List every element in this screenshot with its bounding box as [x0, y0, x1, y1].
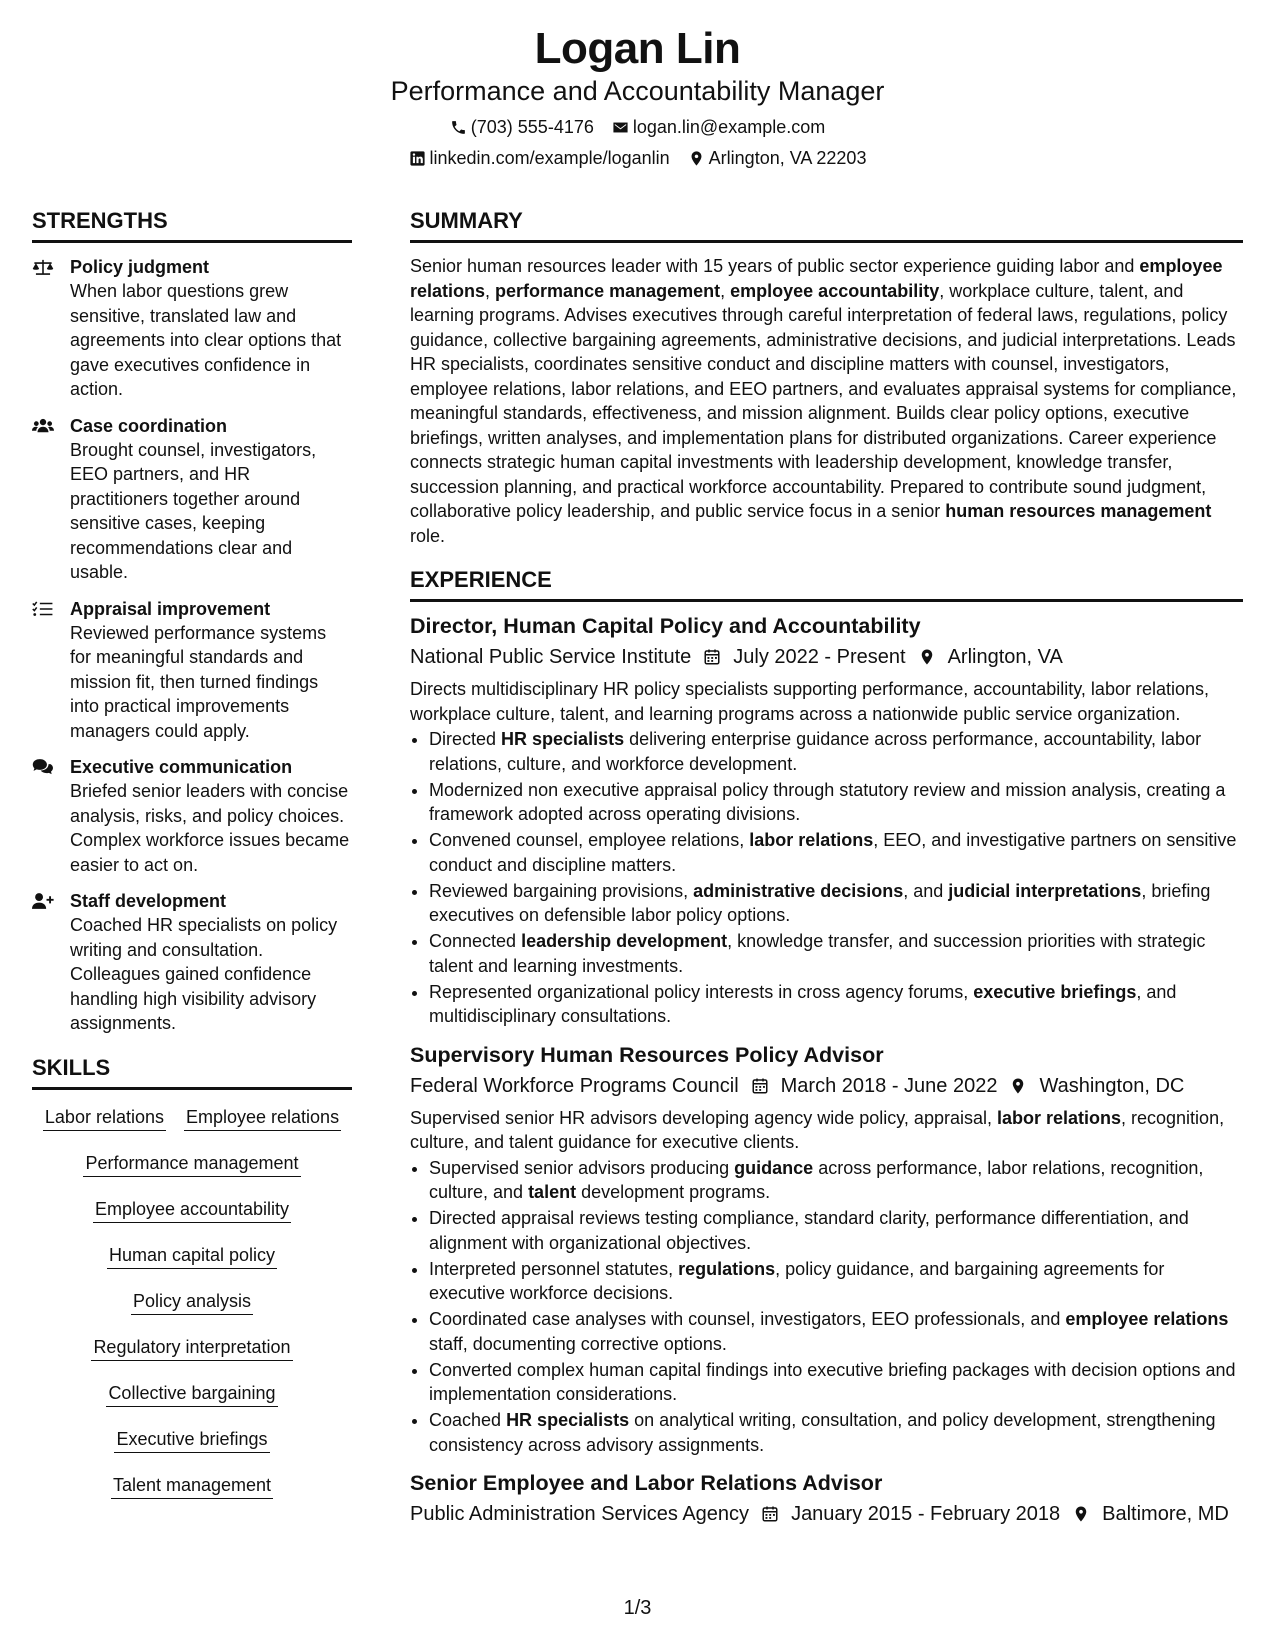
strength-desc: Reviewed performance systems for meaningful standards and mission fit, then turned findings into practical improvements managers could apply. — [70, 622, 327, 741]
text-segment: across performance, labor relations, recognition, culture, and — [429, 1157, 1204, 1202]
job-bullets — [410, 727, 1243, 1029]
strength-item — [32, 414, 352, 585]
skill-tag: Labor relations — [43, 1105, 166, 1131]
resume-header — [0, 22, 1275, 170]
contact-row-1 — [0, 115, 1275, 139]
text-segment: Represented organizational policy interests in cross agency forums, — [429, 981, 974, 1002]
text-segment: Senior human resources leader with 15 years of public sector experience guiding labor and — [410, 256, 1140, 276]
job-dates: July 2022 - Present — [733, 646, 906, 668]
jobs-list — [410, 612, 1243, 1528]
text-segment: Connected — [429, 931, 522, 951]
bold-keyword: labor relations — [996, 1107, 1122, 1128]
text-segment: Convened counsel, employee relations, — [429, 830, 750, 850]
text-segment: Converted complex human capital findings into executive briefing packages with decision options and implementation considerations. — [429, 1359, 1236, 1404]
candidate-name: Logan Lin — [534, 24, 741, 73]
text-segment: , workplace culture, talent, and learning programs. Advises executives through careful interpretation of federal laws, regulations, policy guidance, collective bargaining agreements, administrative decisions, and judicial interpretations. Leads HR specialists, coordinates sensitive conduct and discipline matters with counsel, investigators, employee relations, labor relations, and EEO partners, and evaluates appraisal systems for compliance, meaningful standards, effectiveness, and mission alignment. Builds clear policy options, executive briefings, written analyses, and implementation plans for distributed organizations. Career experience connects strategic human capital investments with leadership development, knowledge transfer, succession planning, and practical workforce accountability. Prepared to contribute sound judgment, collaborative policy leadership, and public service focus in a senior — [410, 280, 1237, 521]
bold-keyword: executive briefings — [973, 981, 1137, 1002]
map-pin-icon — [918, 648, 936, 666]
left-column — [32, 207, 352, 1516]
strength-item — [32, 889, 352, 1036]
text-segment: , knowledge transfer, and succession priorities with strategic talent and learning investments. — [429, 931, 1206, 976]
bold-keyword: guidance — [734, 1157, 814, 1178]
skill-tag: Policy analysis — [131, 1289, 253, 1315]
right-column — [410, 207, 1243, 1542]
strength-desc: Coached HR specialists on policy writing and consultation. Colleagues gained confidence handling high visibility advisory assignments. — [70, 915, 338, 1033]
job-meta — [410, 1500, 1243, 1528]
bold-keyword: HR specialists — [506, 1410, 630, 1430]
bold-keyword: HR specialists — [501, 729, 625, 749]
skill-tag: Human capital policy — [107, 1243, 277, 1269]
bold-keyword: administrative decisions — [693, 880, 904, 901]
list-check-icon — [32, 600, 54, 618]
phone-icon — [450, 119, 467, 136]
strength-item — [32, 755, 352, 877]
job-org: Public Administration Services Agency — [410, 1503, 750, 1525]
bullet-item — [429, 727, 1243, 776]
strength-title: Executive communication — [70, 757, 293, 777]
bullet-item — [429, 1358, 1243, 1407]
summary-heading: SUMMARY — [410, 207, 1243, 243]
text-segment: delivering enterprise guidance across performance, accountability, labor relations, culture, and workforce development. — [429, 729, 1202, 774]
email-contact — [612, 115, 825, 139]
location-text: Arlington, VA 22203 — [708, 148, 867, 168]
experience-section — [410, 566, 1243, 1528]
job-meta — [410, 1072, 1243, 1100]
text-segment: staff, documenting corrective options. — [429, 1333, 727, 1354]
text-segment: Directed appraisal reviews testing compliance, standard clarity, performance differentiation, and alignment with organizational objectives. — [429, 1208, 1189, 1253]
email-address: logan.lin@example.com — [632, 117, 826, 137]
skill-tag: Talent management — [111, 1473, 273, 1499]
text-segment: , recognition, culture, and talent guidance for executive clients. — [410, 1107, 1225, 1152]
text-segment: , policy guidance, and bargaining agreements for executive workforce decisions. — [429, 1258, 1165, 1303]
skill-tag: Employee accountability — [93, 1197, 291, 1223]
strength-title: Appraisal improvement — [70, 598, 271, 619]
job-entry — [410, 1041, 1243, 1458]
strengths-heading: STRENGTHS — [32, 207, 352, 243]
calendar-icon — [761, 1505, 779, 1523]
bold-keyword: labor relations — [749, 830, 874, 850]
contact-row-2 — [0, 146, 1275, 170]
job-location: Washington, DC — [1039, 1074, 1185, 1097]
strength-item — [32, 597, 352, 744]
bullet-item — [429, 1206, 1243, 1255]
strength-item — [32, 255, 352, 402]
text-segment: Supervised senior HR advisors developing agency wide policy, appraisal, — [410, 1107, 997, 1128]
bullet-item — [429, 980, 1243, 1029]
job-org: Federal Workforce Programs Council — [410, 1074, 739, 1097]
bullet-item — [429, 879, 1243, 928]
text-segment: , and multidisciplinary consultations. — [429, 981, 1177, 1026]
linkedin-url: linkedin.com/example/loganlin — [429, 148, 670, 168]
job-title: Senior Employee and Labor Relations Advisor — [410, 1471, 883, 1495]
skill-tag: Collective bargaining — [106, 1381, 277, 1407]
skills-section — [32, 1054, 352, 1516]
candidate-title: Performance and Accountability Manager — [390, 76, 885, 106]
bold-keyword: employee accountability — [730, 280, 940, 301]
map-pin-icon — [1009, 1077, 1027, 1095]
text-segment: development programs. — [576, 1182, 771, 1202]
bold-keyword: employee relations — [1065, 1309, 1229, 1329]
linkedin-icon — [409, 150, 426, 167]
strengths-list — [32, 255, 352, 1036]
skill-tag: Regulatory interpretation — [91, 1335, 292, 1361]
calendar-icon — [751, 1077, 769, 1095]
skills-list — [32, 1102, 352, 1148]
strength-desc: Brought counsel, investigators, EEO partners, and HR practitioners together around sensitive cases, keeping recommendations clear and usable. — [70, 439, 317, 582]
location-contact — [688, 146, 867, 170]
job-dates: January 2015 - February 2018 — [791, 1503, 1061, 1525]
text-segment: Coached — [429, 1410, 507, 1430]
skill-tag: Performance management — [83, 1151, 300, 1177]
job-dates: March 2018 - June 2022 — [780, 1074, 998, 1097]
phone-contact — [450, 115, 594, 139]
job-meta — [410, 643, 1243, 671]
map-pin-icon — [1072, 1505, 1090, 1523]
bold-keyword: human resources management — [945, 501, 1212, 521]
job-title: Supervisory Human Resources Policy Advisor — [410, 1042, 884, 1067]
skill-tag: Executive briefings — [114, 1427, 269, 1453]
skill-tag: Employee relations — [184, 1105, 341, 1131]
bold-keyword: employee relations — [410, 256, 1223, 301]
comments-icon — [32, 758, 54, 776]
job-org: National Public Service Institute — [410, 646, 692, 668]
job-location: Baltimore, MD — [1102, 1503, 1229, 1525]
job-entry — [410, 1469, 1243, 1528]
strength-title: Staff development — [70, 891, 227, 911]
text-segment: Directed — [429, 729, 502, 749]
bold-keyword: judicial interpretations — [948, 880, 1142, 901]
bullet-item — [429, 1408, 1243, 1457]
strength-title: Case coordination — [70, 415, 228, 436]
strength-title: Policy judgment — [70, 257, 210, 277]
bold-keyword: regulations — [678, 1258, 776, 1279]
bold-keyword: leadership development — [521, 931, 728, 951]
text-segment: Supervised senior advisors producing — [429, 1157, 735, 1178]
bullet-item — [429, 1257, 1243, 1306]
map-pin-icon — [688, 150, 705, 167]
job-description: Directs multidisciplinary HR policy specialists supporting performance, accountability, labor relations, workplace culture, talent, and learning programs across a nationwide public service organization. — [410, 679, 1209, 724]
bullet-item — [429, 929, 1243, 978]
text-segment: , — [720, 280, 731, 301]
strength-desc: When labor questions grew sensitive, translated law and agreements into clear options that gave executives confidence in action. — [70, 281, 342, 399]
text-segment: Coordinated case analyses with counsel, investigators, EEO professionals, and — [429, 1309, 1066, 1329]
job-bullets — [410, 1156, 1243, 1458]
text-segment: Reviewed bargaining provisions, — [429, 880, 694, 901]
job-description — [410, 1106, 1243, 1155]
bullet-item — [429, 1307, 1243, 1356]
text-segment: Modernized non executive appraisal policy through statutory review and mission analysis, creating a framework adopted across operating divisions. — [429, 779, 1226, 824]
text-segment: on analytical writing, consultation, and policy development, strengthening consistency across advisory assignments. — [429, 1410, 1216, 1455]
skills-heading: SKILLS — [32, 1054, 352, 1090]
strength-desc: Briefed senior leaders with concise analysis, risks, and policy choices. Complex workforce issues became easier to act on. — [70, 781, 350, 875]
bold-keyword: talent — [528, 1182, 577, 1202]
calendar-icon — [703, 648, 721, 666]
text-segment: , EEO, and investigative partners on sensitive conduct and discipline matters. — [429, 830, 1237, 875]
bullet-item — [429, 778, 1243, 827]
bullet-item — [429, 828, 1243, 877]
experience-heading: EXPERIENCE — [410, 566, 1243, 602]
scale-icon — [32, 258, 54, 276]
summary-text — [410, 254, 1243, 548]
page-number: 1/3 — [623, 1597, 652, 1619]
job-location: Arlington, VA — [947, 646, 1063, 668]
text-segment: role. — [410, 525, 446, 546]
text-segment: , and — [903, 880, 949, 901]
users-icon — [32, 417, 54, 435]
phone-number: (703) 555-4176 — [470, 117, 594, 137]
user-plus-icon — [32, 892, 54, 910]
job-entry — [410, 612, 1243, 1029]
job-title: Director, Human Capital Policy and Accountability — [410, 614, 921, 638]
text-segment: Interpreted personnel statutes, — [429, 1258, 679, 1279]
text-segment: , briefing executives on defensible labor policy options. — [429, 880, 1211, 925]
envelope-icon — [612, 119, 629, 136]
bullet-item — [429, 1156, 1243, 1205]
text-segment: , — [485, 280, 496, 301]
linkedin-contact — [409, 146, 670, 170]
bold-keyword: performance management — [495, 280, 721, 301]
